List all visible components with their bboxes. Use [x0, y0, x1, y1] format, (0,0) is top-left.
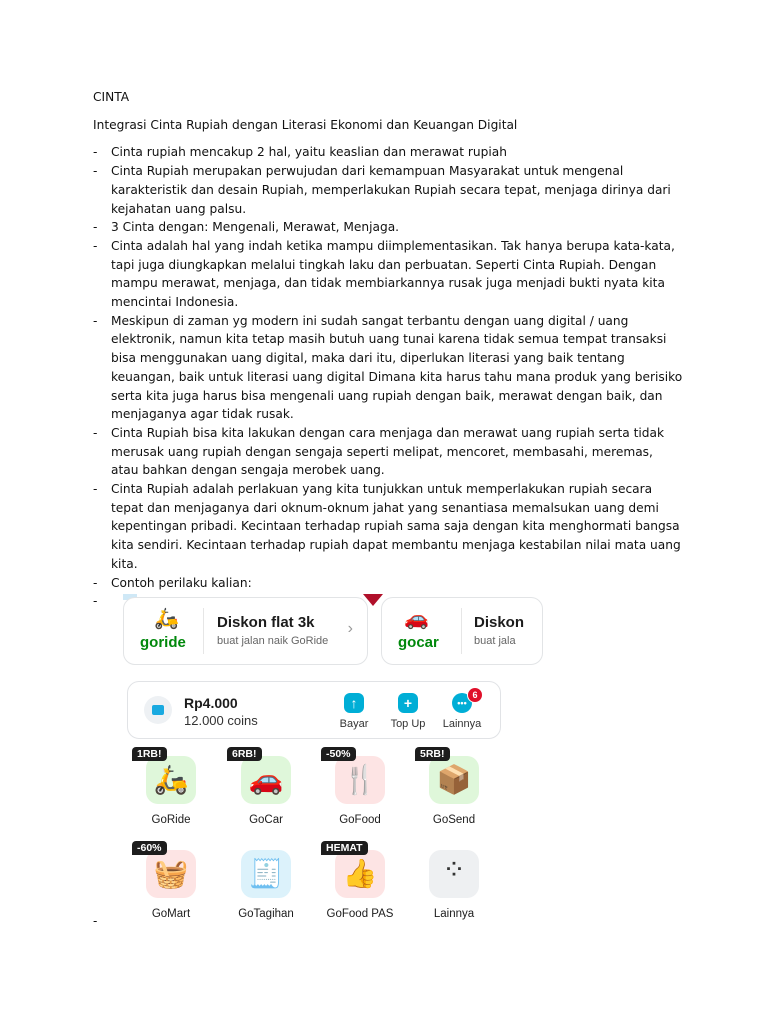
embedded-app-screenshot — [111, 594, 525, 929]
cutlery-icon: 🍴 — [342, 764, 378, 795]
service-label: GoFood PAS — [326, 908, 394, 920]
wallet-icon — [144, 696, 172, 724]
bullet-item: - Cinta Rupiah merupakan perwujudan dari kemampuan Masyarakat untuk mengenal karakteristik dan desain Rupiah, memperlakukan Rupiah secara tepat, menjaga dirinya dari kejahatan uang palsu. — [93, 162, 683, 218]
wallet-coins: 12.000 coins — [184, 713, 258, 728]
notification-badge: 6 — [467, 687, 483, 703]
promo-title: Diskon flat 3k — [217, 614, 315, 631]
package-icon: 📦 — [436, 764, 472, 795]
more-dots-icon: ••• — [452, 693, 472, 713]
chevron-right-icon: › — [347, 620, 353, 637]
bullet-item: - Meskipun di zaman yg modern ini sudah sangat terbantu dengan uang digital / uang elektronik, namun kita tetap masih butuh uang tunai karena tidak semua tempat transaksi bisa menggunakan uang digital, maka dari itu, diperlukan literasi yang baik tentang keuangan, baik untuk literasi uang digital Dimana kita harus tahu mana produk yang berisiko serta kita juga harus bisa mengenali uang rupiah dengan baik, merawat dengan baik, dan menjaganya agar tidak rusak. — [93, 312, 683, 424]
service-label: GoRide — [151, 814, 191, 826]
service-gocar[interactable] — [219, 748, 313, 826]
gocar-logo: gocar — [398, 634, 439, 651]
arrow-up-icon: ↑ — [344, 693, 364, 713]
document-heading: CINTA — [93, 90, 130, 104]
divider — [461, 608, 462, 654]
promo-tag: -60% — [132, 841, 167, 855]
bullet-item: - Cinta Rupiah adalah perlakuan yang kita tunjukkan untuk memperlakukan rupiah secara tepat dan menjaganya dari oknum-oknum jahat yang senantiasa memalsukan uang demi kepentingan pribadi. Kecintaan terhadap rupiah sama saja dengan kita menghormati bangsa kita sendiri. Kecintaan terhadap rupiah dapat membantu menjaga kestabilan nilai mata uang kita. — [93, 480, 683, 574]
promo-tag: HEMAT — [321, 841, 368, 855]
promo-card-goride[interactable] — [123, 597, 368, 665]
bill-icon: 🧾 — [248, 858, 284, 889]
more-button[interactable] — [434, 690, 490, 730]
promo-card-gocar[interactable] — [381, 597, 543, 665]
top-up-label: Top Up — [390, 718, 426, 730]
promo-tag: 1RB! — [132, 747, 167, 761]
top-up-button[interactable] — [380, 693, 436, 730]
service-gosend[interactable] — [407, 748, 501, 826]
divider — [203, 608, 204, 654]
service-gotagihan[interactable] — [219, 850, 313, 920]
promo-tag: 5RB! — [415, 747, 450, 761]
service-label: GoMart — [151, 908, 191, 920]
promo-title: Diskon — [474, 614, 525, 631]
service-label: GoSend — [432, 814, 476, 826]
service-label: GoCar — [249, 814, 283, 826]
bullet-item: - Cinta rupiah mencakup 2 hal, yaitu keaslian dan merawat rupiah — [93, 143, 683, 162]
promo-strip — [111, 594, 525, 674]
promo-tag: -50% — [321, 747, 356, 761]
car-icon: 🚗 — [404, 608, 429, 630]
pay-button[interactable] — [326, 693, 382, 730]
promo-subtitle: buat jala — [474, 635, 516, 647]
service-label: Lainnya — [433, 908, 475, 920]
service-gomart[interactable] — [124, 842, 218, 920]
bullet-item: - Cinta Rupiah bisa kita lakukan dengan cara menjaga dan merawat uang rupiah serta tidak merusak uang rupiah dengan sengaja seperti melipat, mencoret, membasahi, meremas, atau bahkan dengan sengaja merobek uang. — [93, 424, 683, 480]
goride-logo: goride — [140, 634, 186, 651]
bullet-item: - 3 Cinta dengan: Mengenali, Merawat, Menjaga. — [93, 218, 683, 237]
promo-subtitle: buat jalan naik GoRide — [217, 635, 329, 647]
service-goride[interactable] — [124, 748, 218, 826]
service-label: GoTagihan — [238, 908, 294, 920]
promo-tag: 6RB! — [227, 747, 262, 761]
service-more[interactable] — [407, 850, 501, 920]
bullet-list — [93, 143, 683, 611]
thumbs-up-icon: 👍 — [342, 858, 378, 889]
basket-icon: 🧺 — [153, 858, 189, 889]
pay-label: Bayar — [339, 718, 369, 730]
bullet-item: - Cinta adalah hal yang indah ketika mampu diimplementasikan. Tak hanya berupa kata-kata, tapi juga diungkapkan melalui tingkah laku dan perbuatan. Seperti Cinta Rupiah. Dengan mampu merawat, menjaga, dan tidak membiarkannya rusak juga menjadi bukti nyata kita mencintai Indonesia. — [93, 237, 683, 312]
scooter-icon: 🛵 — [153, 764, 189, 795]
car-icon: 🚗 — [248, 764, 284, 795]
document-subheading: Integrasi Cinta Rupiah dengan Literasi Ekonomi dan Keuangan Digital — [93, 117, 518, 132]
service-gofood[interactable] — [313, 748, 407, 826]
plus-icon: + — [398, 693, 418, 713]
service-gofood-pas[interactable] — [313, 842, 407, 920]
wallet-card[interactable] — [127, 681, 501, 739]
scooter-icon: 🛵 — [154, 608, 179, 630]
more-icon: ⁘ — [442, 854, 466, 885]
more-label: Lainnya — [442, 718, 482, 730]
service-label: GoFood — [339, 814, 381, 826]
wallet-balance: Rp4.000 — [184, 695, 238, 711]
trailing-bullet-dash: - — [93, 914, 98, 928]
document-body — [93, 88, 683, 611]
bullet-item: - Contoh perilaku kalian: — [93, 574, 683, 593]
